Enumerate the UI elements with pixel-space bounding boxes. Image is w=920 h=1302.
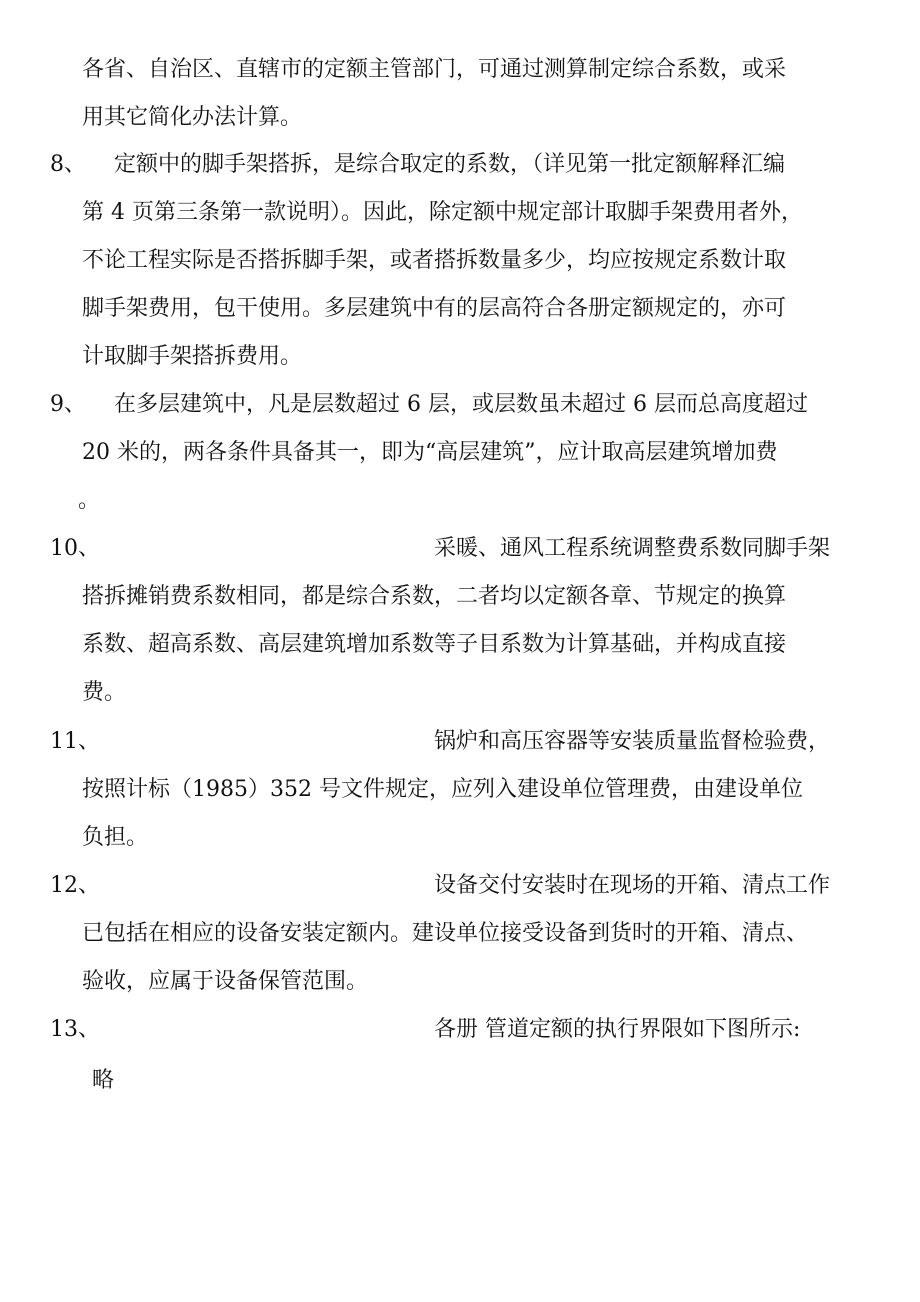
item-number-12: 12、 (50, 873, 100, 898)
paragraph-line: 系数、超高系数、高层建筑增加系数等子目系数为计算基础，并构成直接 (82, 632, 787, 657)
paragraph-line: 负担。 (82, 825, 149, 850)
paragraph-line: 采暖、通风工程系统调整费系数同脚手架 (434, 536, 831, 561)
paragraph-line: 费。 (82, 680, 127, 705)
paragraph-line: 已包括在相应的设备安装定额内。建设单位接受设备到货时的开箱、清点、 (82, 921, 809, 946)
paragraph-line: 计取脚手架搭拆费用。 (82, 344, 303, 369)
paragraph-line: 在多层建筑中，凡是层数超过 6 层，或层数虽未超过 6 层而总高度超过 (114, 392, 808, 417)
item-number-8: 8、 (50, 152, 86, 177)
paragraph-line: 。 (78, 488, 101, 513)
item-number-11: 11、 (50, 729, 100, 754)
item-number-13: 13、 (50, 1017, 100, 1042)
paragraph-line: 用其它简化办法计算。 (82, 105, 303, 130)
paragraph-line: 按照计标（1985）352 号文件规定，应列入建设单位管理费，由建设单位 (82, 777, 803, 802)
paragraph-line: 锅炉和高压容器等安装质量监督检验费， (434, 729, 831, 754)
paragraph-line: 20 米的，两各条件具备其一，即为“高层建筑”，应计取高层建筑增加费 (82, 440, 778, 465)
paragraph-line: 不论工程实际是否搭拆脚手架，或者搭拆数量多少，均应按规定系数计取 (82, 248, 787, 273)
paragraph-line: 搭拆摊销费系数相同，都是综合系数，二者均以定额各章、节规定的换算 (82, 584, 787, 609)
paragraph-line: 定额中的脚手架搭拆，是综合取定的系数，（详见第一批定额解释汇编 (114, 152, 786, 177)
paragraph-line: 第 4 页第三条第一款说明）。因此，除定额中规定部计取脚手架费用者外， (82, 200, 803, 225)
paragraph-line: 各省、自治区、直辖市的定额主管部门，可通过测算制定综合系数，或采 (82, 57, 787, 82)
item-number-9: 9、 (50, 392, 86, 417)
paragraph-line: 各册 管道定额的执行界限如下图所示: (434, 1017, 801, 1042)
paragraph-line: 脚手架费用，包干使用。多层建筑中有的层高符合各册定额规定的，亦可 (82, 296, 787, 321)
paragraph-line: 略 (92, 1068, 115, 1093)
item-number-10: 10、 (50, 536, 100, 561)
paragraph-line: 验收，应属于设备保管范围。 (82, 969, 369, 994)
paragraph-line: 设备交付安装时在现场的开箱、清点工作 (434, 873, 831, 898)
